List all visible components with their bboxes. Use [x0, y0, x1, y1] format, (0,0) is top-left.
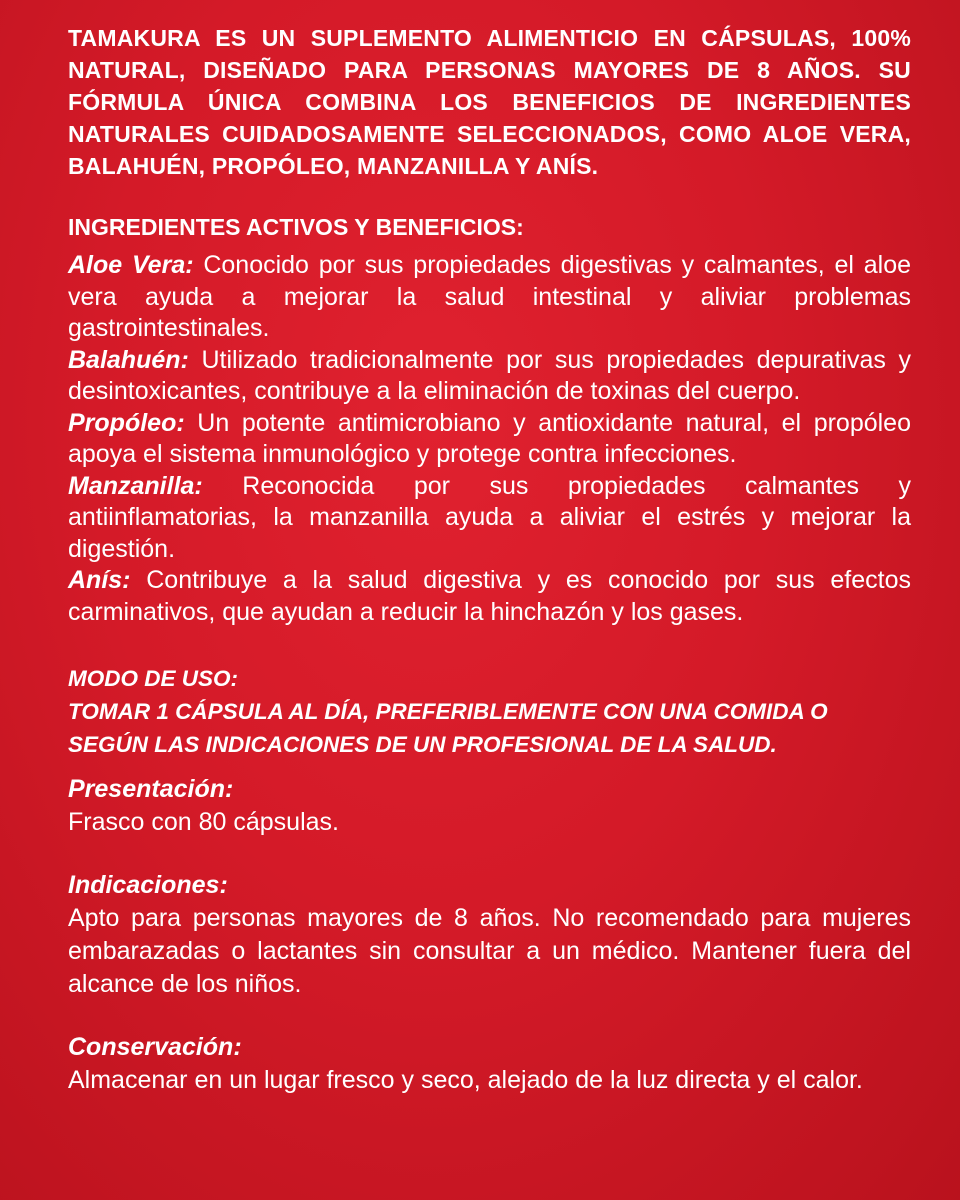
ingredient-description: Reconocida por sus propiedades calmantes y antiinflamatorias, la manzanilla ayuda a aliviar el estrés y mejorar la digestión. — [68, 471, 911, 563]
presentation-title: Presentación: — [68, 775, 234, 803]
ingredient-name: Manzanilla: — [68, 471, 203, 500]
indications-section — [68, 869, 911, 1001]
ingredient-manzanilla — [68, 471, 911, 566]
ingredient-name: Aloe Vera: — [68, 251, 194, 279]
ingredient-balahuen — [68, 345, 911, 408]
conservation-text: Almacenar en un lugar fresco y seco, alejado de la luz directa y el calor. — [68, 1066, 863, 1094]
indications-title: Indicaciones: — [68, 871, 228, 899]
usage-title: MODO DE USO: — [68, 666, 239, 691]
ingredient-propoleo — [68, 408, 911, 471]
label-content — [68, 22, 911, 1097]
ingredient-description: Un potente antimicrobiano y antioxidante natural, el propóleo apoya el sistema inmunológico y protege contra infecciones. — [68, 408, 911, 468]
presentation-section — [68, 773, 911, 839]
ingredients-heading: INGREDIENTES ACTIVOS Y BENEFICIOS: — [68, 214, 524, 240]
usage-text: TOMAR 1 CÁPSULA AL DÍA, PREFERIBLEMENTE CON UNA COMIDA O SEGÚN LAS INDICACIONES DE UN PROFESIONAL DE LA SALUD. — [68, 699, 828, 757]
ingredient-aloe-vera — [68, 250, 911, 345]
conservation-title: Conservación: — [68, 1033, 242, 1061]
usage-section — [68, 662, 911, 761]
ingredient-description: Contribuye a la salud digestiva y es conocido por sus efectos carminativos, que ayudan a reducir la hinchazón y los gases. — [68, 566, 911, 626]
presentation-text: Frasco con 80 cápsulas. — [68, 808, 339, 836]
intro-paragraph: TAMAKURA ES UN SUPLEMENTO ALIMENTICIO EN CÁPSULAS, 100% NATURAL, DISEÑADO PARA PERSONAS MAYORES DE 8 AÑOS. SU FÓRMULA ÚNICA COMBINA LOS BENEFICIOS DE INGREDIENTES NATURALES CUIDADOSAMENTE SELECCIONADOS, COMO ALOE VERA, BALAHUÉN, PROPÓLEO, MANZANILLA Y ANÍS. — [68, 25, 911, 179]
ingredients-list — [68, 250, 911, 628]
ingredient-name: Propóleo: — [68, 408, 185, 437]
ingredient-description: Utilizado tradicionalmente por sus propiedades depurativas y desintoxicantes, contribuye a la eliminación de toxinas del cuerpo. — [68, 345, 911, 405]
conservation-section — [68, 1031, 911, 1097]
ingredient-name: Anís: — [68, 566, 131, 594]
ingredient-description: Conocido por sus propiedades digestivas y calmantes, el aloe vera ayuda a mejorar la salud intestinal y aliviar problemas gastrointestinales. — [68, 251, 911, 342]
ingredient-name: Balahuén: — [68, 345, 189, 374]
indications-text: Apto para personas mayores de 8 años. No recomendado para mujeres embarazadas o lactantes sin consultar a un médico. Mantener fuera del alcance de los niños. — [68, 904, 911, 998]
ingredient-anis — [68, 565, 911, 628]
